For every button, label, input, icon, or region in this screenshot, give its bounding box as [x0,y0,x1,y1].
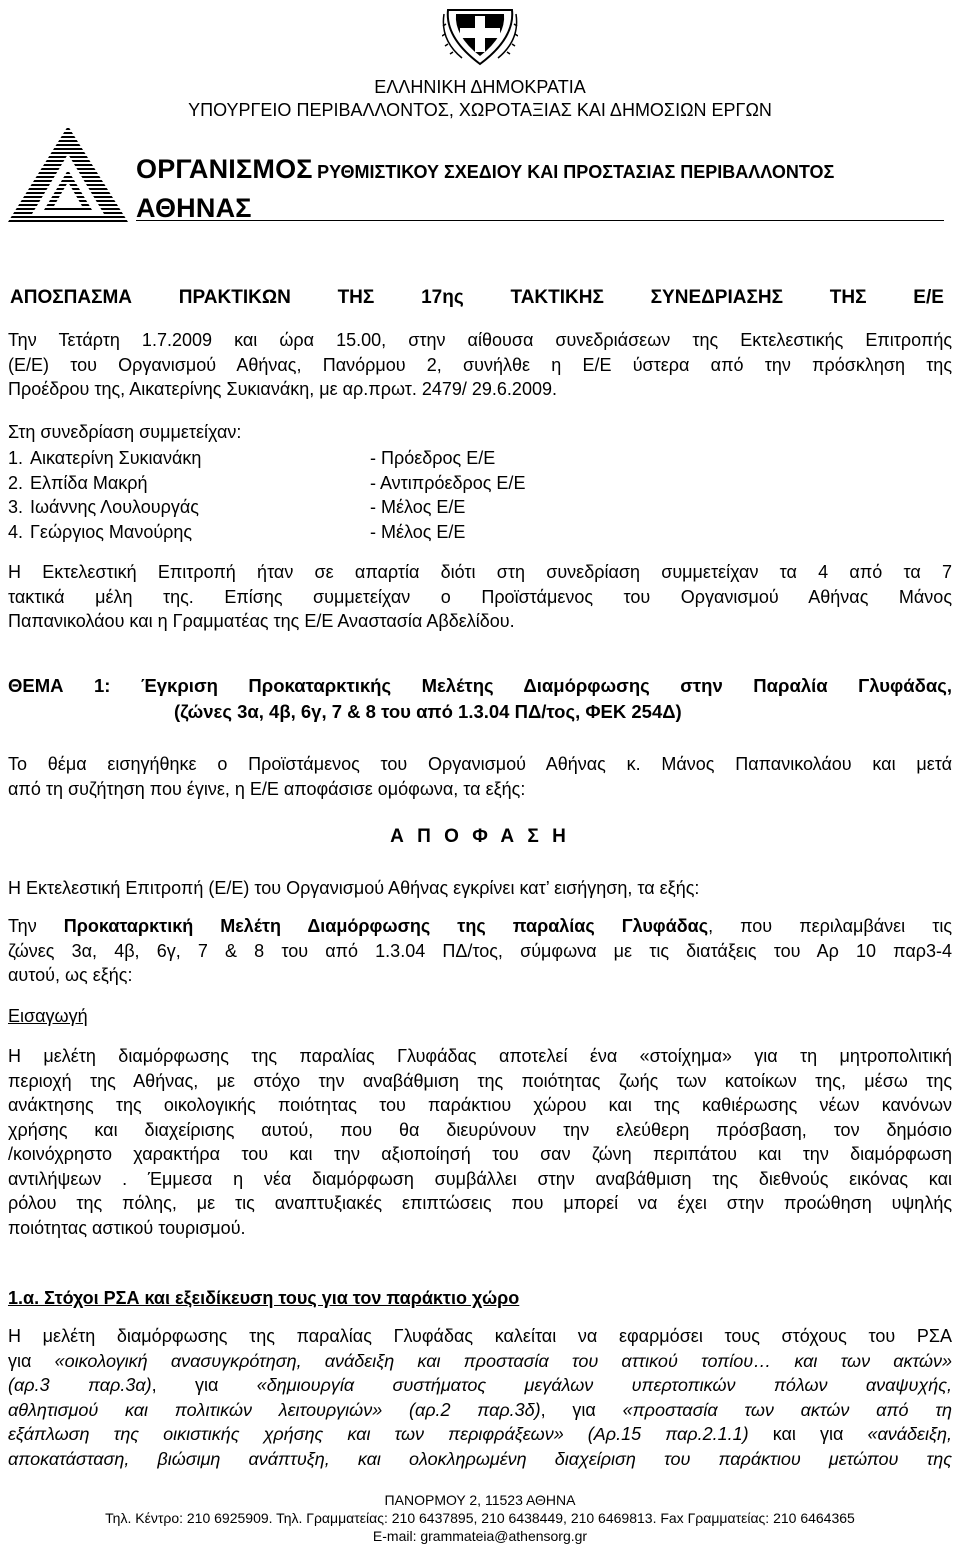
text-span: , για [151,1375,257,1395]
quote-span: «ανάδειξη, [867,1424,952,1444]
text-line [8,1373,952,1398]
title-word: ΤΑΚΤΙΚΗΣ [510,287,604,308]
section-1a-heading: 1.α. Στόχοι ΡΣΑ και εξειδίκευση τους για τον παράκτιο χώρο [8,1288,520,1308]
quote-span: αποκατάσταση, βιώσιμη ανάπτυξη, και ολοκληρωμένη διαχείριση του παράκτιου μετώπου της [8,1448,952,1469]
text-line [8,1398,952,1423]
member-row [8,446,525,471]
intro-section-heading: Εισαγωγή [8,1006,88,1026]
theme-line: (ζώνες 3α, 4β, 6γ, 7 & 8 του από 1.3.04 ΠΔ/τος, ΦΕΚ 254Δ) [174,701,682,722]
member-number: 4. [8,521,24,542]
title-word: ΠΡΑΚΤΙΚΩΝ [178,287,291,308]
text-line: Η μελέτη διαμόρφωσης της παραλίας Γλυφάδας καλείται να εφαρμόσει τους στόχους του ΡΣΑ [8,1326,952,1346]
republic-name: ΕΛΛΗΝΙΚΗ ΔΗΜΟΚΡΑΤΙΑ [374,77,586,97]
text-line: /κοινόχρηστο χαρακτήρα του και την αξιοποίησή του σαν ζώνη περιπάτου και την διαμόρφωση [8,1144,952,1164]
text-line: τακτικά μέλη της. Επίσης συμμετείχαν ο Προϊστάμενος του Οργανισμού Αθήνας Μάνος [8,586,952,607]
member-role: - Αντιπρόεδρος Ε/Ε [370,472,526,493]
introduced-paragraph [8,752,952,801]
text-span: , που περιλαμβάνει τις [708,916,952,936]
text-line [8,1349,952,1374]
text-line: Την Τετάρτη 1.7.2009 και ώρα 15.00, στην αίθουσα συνεδριάσεων της Εκτελεστικής Επιτροπής [8,330,952,350]
text-line: ποιότητας αστικού τουρισμού. [8,1217,246,1238]
member-name: Γεώργιος Μανούρης [30,521,193,542]
title-word: ΤΗΣ [829,287,867,308]
quote-span: (αρ.3 παρ.3α) [8,1375,152,1395]
text-span: και για [748,1424,868,1444]
quote-span: «οικολογική ανασυγκρότηση, ανάδειξη και προστασία του αττικού τοπίου… και των ακτών» [54,1350,952,1371]
organization-name [136,152,956,230]
title-word: ΑΠΟΣΠΑΣΜΑ [10,287,133,308]
member-row [8,520,525,545]
members-list [8,446,525,544]
title-word: Ε/Ε [913,287,944,308]
org-rest: ΡΥΘΜΙΣΤΙΚΟΥ ΣΧΕΔΙΟΥ ΚΑΙ ΠΡΟΣΤΑΣΙΑΣ ΠΕΡΙΒΑΛΛΟΝΤΟΣ [317,162,835,182]
quote-span: «δημιουργία συστήματος μεγάλων υπερτοπικών πόλων αναψυχής, [256,1375,952,1395]
text-line: από τη συζήτηση που έγινε, η Ε/Ε αποφάσισε ομόφωνα, τα εξής: [8,778,526,799]
approval-line: Η Εκτελεστική Επιτροπή (Ε/Ε) του Οργανισμού Αθήνας εγκρίνει κατ’ εισήγηση, τα εξής: [8,878,700,898]
goals-paragraph [8,1324,952,1471]
member-number: 3. [8,497,24,517]
text-line: Παπανικολάου και η Γραμματέας της Ε/Ε Αναστασία Αβδελίδου. [8,611,515,631]
text-line: ζώνες 3α, 4β, 6γ, 7 & 8 του από 1.3.04 ΠΔ/τος, σύμφωνα με τις διατάξεις του Αρ 10 παρ3-4 [8,940,952,961]
member-row [8,471,525,496]
quote-span: «προστασία των ακτών από τη [622,1399,952,1420]
title-word: ΤΗΣ [337,287,375,308]
text-line: αντιλήψεων . Έμμεσα η νέα διαμόρφωση συμβάλλει στην αναβάθμιση της διεθνούς εικόνας και [8,1168,952,1189]
document-title [10,286,944,310]
footer-phones: Τηλ. Κέντρο: 210 6925909. Τηλ. Γραμματείας: 210 6437895, 210 6438449, 210 6469813. Fax Γραμματείας: 210 6464365 [105,1510,855,1526]
member-role: - Μέλος Ε/Ε [370,521,466,542]
organization-logo-icon [6,124,130,224]
header-divider [136,220,944,221]
member-name: Αικατερίνη Συκιανάκη [30,448,202,468]
text-line: χρήσης και διαχείρισης αυτού, που θα διευρύνουν την ελεύθερη πρόσβαση, τον δημόσιο [8,1119,952,1140]
member-name: Ελπίδα Μακρή [30,472,148,493]
text-line [8,1422,952,1447]
text-line: Προέδρου της, Αικατερίνης Συκιανάκη, με αρ.πρωτ. 2479/ 29.6.2009. [8,379,557,399]
footer-address: ΠΑΝΟΡΜΟΥ 2, 11523 ΑΘΗΝΑ [384,1492,576,1508]
member-row [8,495,525,520]
member-name: Ιωάννης Λουλουργάς [30,497,199,517]
member-role: - Πρόεδρος Ε/Ε [370,448,496,468]
title-word: 17ης [421,287,464,308]
text-line: (Ε/Ε) του Οργανισμού Αθήνας, Πανόρμου 2, συνήλθε η Ε/Ε ύστερα από την πρόσκληση της [8,354,952,375]
text-line: Το θέμα εισηγήθηκε ο Προϊστάμενος του Οργανισμού Αθήνας κ. Μάνος Παπανικολάου και μετά [8,754,952,774]
text-span: για [8,1350,55,1371]
intro-section-paragraph [8,1044,952,1240]
text-span: , για [540,1399,623,1420]
greek-coat-of-arms-icon [442,4,518,68]
quote-span: αθλητισμού και πολιτικών λειτουργιών» (αρ.2 παρ.3δ) [8,1399,541,1420]
member-number: 1. [8,448,24,468]
quote-span: εξάπλωση της οικιστικής χρήσης και των περιφράξεων» (Αρ.15 παρ.2.1.1) [8,1424,749,1444]
quorum-paragraph [8,560,952,634]
title-word: ΣΥΝΕΔΡΙΑΣΗΣ [650,287,783,308]
text-line: Η μελέτη διαμόρφωσης της παραλίας Γλυφάδας αποτελεί ένα «στοίχημα» για τη μητροπολιτική [8,1046,952,1066]
attendance-heading: Στη συνεδρίαση συμμετείχαν: [8,422,242,442]
theme-line: ΘΕΜΑ 1: Έγκριση Προκαταρκτικής Μελέτης Διαμόρφωσης στην Παραλία Γλυφάδας, [8,675,952,696]
org-word: ΟΡΓΑΝΙΣΜΟΣ [136,154,313,184]
org-city: ΑΘΗΝΑΣ [136,193,252,223]
study-paragraph [8,914,952,988]
text-line: αυτού, ως εξής: [8,965,133,985]
footer-email: E-mail: grammateia@athensorg.gr [372,1528,588,1544]
study-title: Προκαταρκτική Μελέτη Διαμόρφωσης της παραλίας Γλυφάδας [63,916,709,936]
text-line: ρόλου της πόλης, με τις αναπτυξιακές επιπτώσεις που μπορεί να έχει στην προώθηση υψηλής [8,1193,952,1213]
member-role: - Μέλος Ε/Ε [370,497,466,517]
text-span: Την [8,916,64,936]
text-line: Η Εκτελεστική Επιτροπή ήταν σε απαρτία διότι στη συνεδρίαση συμμετείχαν τα 4 από τα 7 [8,562,952,582]
ministry-name: ΥΠΟΥΡΓΕΙΟ ΠΕΡΙΒΑΛΛΟΝΤΟΣ, ΧΩΡΟΤΑΞΙΑΣ ΚΑΙ ΔΗΜΟΣΙΩΝ ΕΡΓΩΝ [188,100,772,120]
text-line: περιοχή της Αθήνας, με στόχο την αναβάθμιση της ποιότητας ζωής των κατοίκων της, μέσω της [8,1070,952,1091]
theme-heading [8,673,952,725]
decision-heading: Α Π Ο Φ Α Σ Η [390,826,570,847]
member-number: 2. [8,472,24,493]
text-line: ανάκτησης της οικολογικής ποιότητας του παράκτιου χώρου και της καθιέρωσης νέων κανόνων [8,1095,952,1115]
text-line [8,914,952,939]
intro-paragraph [8,328,952,402]
text-line [8,1447,952,1472]
